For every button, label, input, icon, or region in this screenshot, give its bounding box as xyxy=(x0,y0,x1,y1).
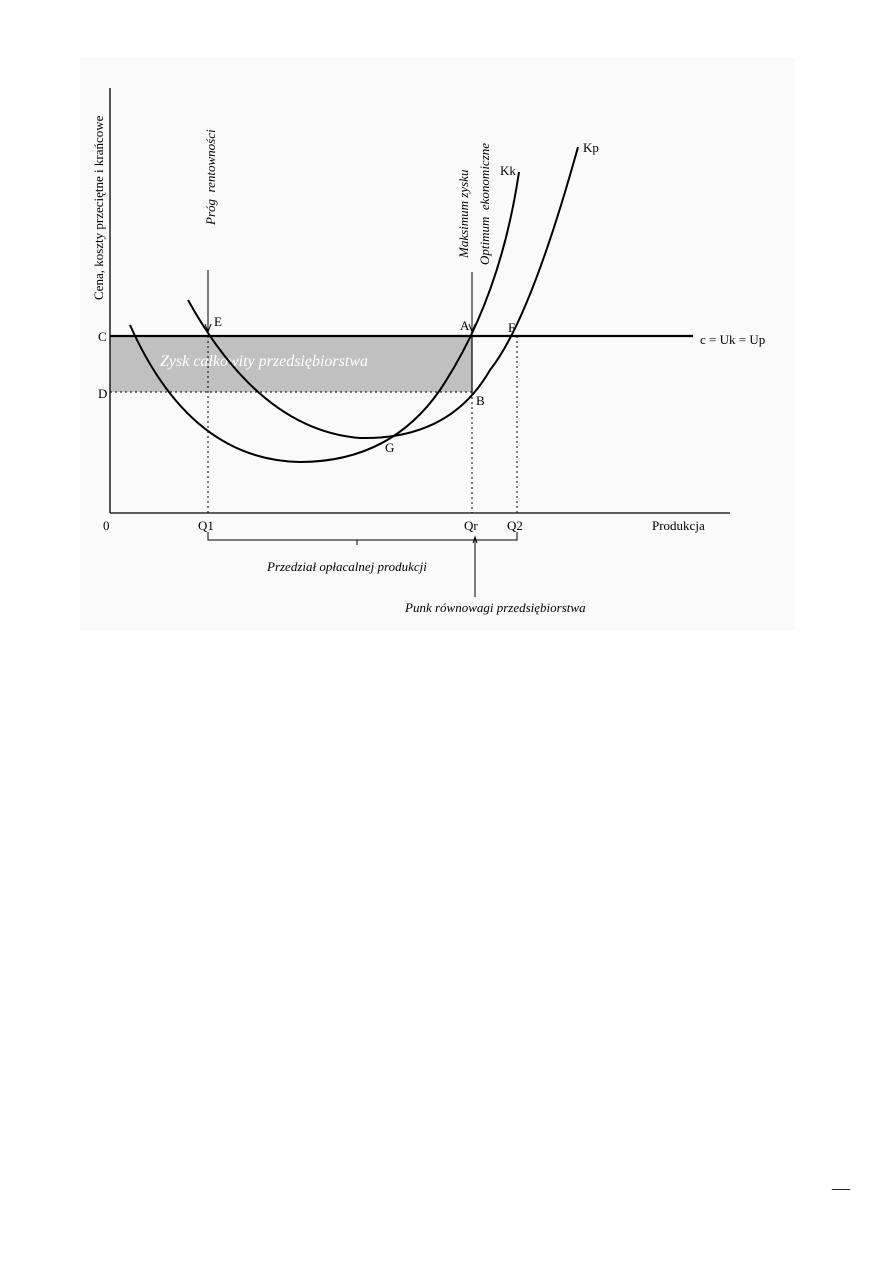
x-axis-label: Produkcja xyxy=(652,518,705,533)
profit-area-label: Zysk całkowity przedsiębiorstwa xyxy=(160,353,368,370)
economic-optimum-label: Optimum ekonomiczne xyxy=(477,142,492,265)
price-line-label: c = Uk = Up xyxy=(700,332,766,347)
average-cost-label: Kp xyxy=(583,140,599,155)
profitable-range-label: Przedział opłacalnej produkcji xyxy=(267,559,427,574)
quantity-label-q1: Q1 xyxy=(198,518,214,533)
footer-mark: — xyxy=(832,1178,850,1198)
origin-label: 0 xyxy=(103,518,110,533)
quantity-label-qr: Qr xyxy=(464,518,478,533)
y-axis-label: Cena, koszty przeciętne i krańcowe xyxy=(91,115,106,300)
price-label-c: C xyxy=(98,329,107,344)
point-a: A xyxy=(460,318,470,333)
max-profit-label: Maksimum zysku xyxy=(456,169,471,258)
break-even-label: Próg rentowności xyxy=(203,129,218,225)
point-e: E xyxy=(214,314,222,329)
point-b: B xyxy=(476,393,485,408)
point-g: G xyxy=(385,440,395,455)
marginal-cost-label: Kk xyxy=(500,163,516,178)
price-label-d: D xyxy=(98,386,108,401)
equilibrium-label: Punk równowagi przedsiębiorstwa xyxy=(405,600,586,615)
point-f: F xyxy=(508,320,516,335)
quantity-label-q2: Q2 xyxy=(507,518,523,533)
